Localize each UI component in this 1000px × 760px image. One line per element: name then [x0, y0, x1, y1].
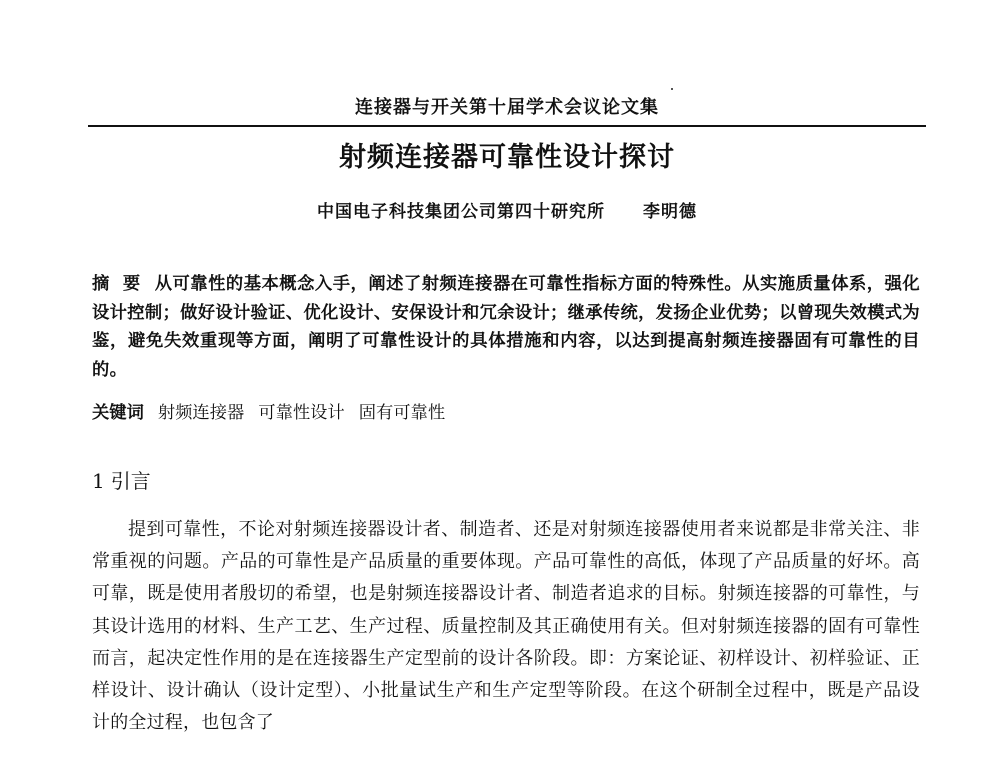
keyword: 固有可靠性 — [358, 403, 446, 423]
keyword: 可靠性设计 — [258, 403, 345, 423]
keywords — [92, 400, 920, 426]
affiliation: 中国电子科技集团公司第四十研究所 — [317, 202, 605, 222]
scan-speck — [671, 88, 673, 90]
author-line — [88, 200, 926, 224]
abstract-text: 从可靠性的基本概念入手，阐述了射频连接器在可靠性指标方面的特殊性。从实施质量体系，强化设计控制；做好设计验证、优化设计、安保设计和冗余设计；继承传统，发扬企业优势；以曾现失效模式为鉴，避免失效重现等方面，阐明了可靠性设计的具体措施和内容，以达到提高射频连接器固有可靠性的目的。 — [92, 274, 920, 380]
running-header: 连接器与开关第十届学术会议论文集 — [355, 97, 659, 118]
header-rule — [88, 125, 926, 127]
body-text — [92, 514, 920, 739]
author-name: 李明德 — [643, 202, 697, 222]
paper-title: 射频连接器可靠性设计探讨 — [339, 142, 675, 173]
section-heading — [92, 467, 492, 495]
section-title: 引言 — [110, 469, 151, 493]
abstract — [92, 270, 920, 384]
paragraph: 提到可靠性，不论对射频连接器设计者、制造者、还是对射频连接器使用者来说都是非常关注、非常重视的问题。产品的可靠性是产品质量的重要体现。产品可靠性的高低，体现了产品质量的好坏。高可靠，既是使用者殷切的希望，也是射频连接器设计者、制造者追求的目标。射频连接器的可靠性，与其设计选用的材料、生产工艺、生产过程、质量控制及其正确使用有关。但对射频连接器的固有可靠性而言，起决定性作用的是在连接器生产定型前的设计各阶段。即：方案论证、初样设计、初样验证、正样设计、设计确认（设计定型）、小批量试生产和生产定型等阶段。在这个研制全过程中，既是产品设计的全过程，也包含了 — [92, 519, 920, 734]
keyword: 射频连接器 — [157, 403, 245, 423]
keywords-label: 关键词 — [92, 403, 144, 423]
section-number: 1 — [92, 469, 105, 493]
abstract-label: 摘 要 — [92, 274, 141, 294]
